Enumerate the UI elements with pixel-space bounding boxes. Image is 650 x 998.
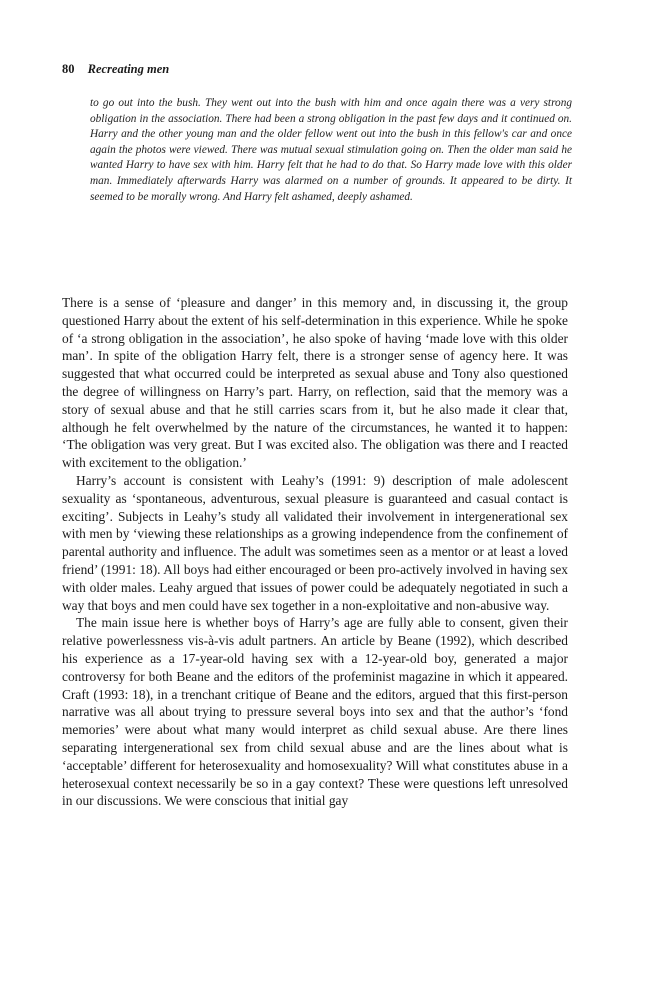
paragraph: The main issue here is whether boys of Harry’s age are fully able to consent, given their relative powerlessness vis-à-vis adult partners. An article by Beane (1992), which described his experience as a 17-year-old having sex with a 12-year-old boy, generated a major controversy for both Beane and the editors of the profeminist magazine in which it appeared. Craft (1993: 18), in a trenchant critique of Beane and the editors, argued that this first-person narrative was all about trying to pressure several boys into sex and that the author’s ‘fond memories’ were about what many would interpret as child sexual abuse. Are there lines separating intergenerational sex from child sexual abuse and are the lines about what is ‘acceptable’ different for heterosexuality and homosexuality? Will what constitutes abuse in a heterosexual context necessarily be so in a gay context? These were questions left unresolved in our discussions. We were conscious that initial gay xyxy=(62,615,568,809)
body-text xyxy=(62,294,568,810)
running-title: Recreating men xyxy=(87,62,170,76)
block-quote: to go out into the bush. They went out into the bush with him and once again there was a very strong obligation in the association. There had been a strong obligation in the past few days and it continued on. Harry and the other young man and the older fellow went out into the bush in this fellow's car and once again the photos were viewed. There was mutual sexual stimulation going on. Then the older man said he wanted Harry to have sex with him. Harry felt that he had to do that. So Harry made love with this older man. Immediately afterwards Harry was alarmed on a number of grounds. It appeared to be dirty. It seemed to be morally wrong. And Harry felt ashamed, deeply ashamed. xyxy=(90,97,572,203)
page-number: 80 xyxy=(62,62,75,76)
running-head xyxy=(62,62,169,77)
paragraph: Harry’s account is consistent with Leahy’s (1991: 9) description of male adolescent sexuality as ‘spontaneous, adventurous, sexual pleasure is guaranteed and casual contact is exciting’. Subjects in Leahy’s study all validated their involvement in intergenerational sex with men by ‘viewing these relationships as a growing independence from the confinement of parental authority and influence. The adult was sometimes seen as a mentor or at least a loved friend’ (1991: 18). All boys had either encouraged or been pro-actively involved in having sex with older males. Leahy argued that issues of power could be adequately negotiated in such a way that boys and men could have sex together in a non-exploitative and non-abusive way. xyxy=(62,472,568,613)
paragraph: There is a sense of ‘pleasure and danger’ in this memory and, in discussing it, the group questioned Harry about the extent of his self-determination in this experience. While he spoke of ‘a strong obligation in the association’, he also spoke of having ‘made love with this older man’. In spite of the obligation Harry felt, there is a stronger sense of agency here. It was suggested that what occurred could be interpreted as sexual abuse and Tony also questioned the degree of willingness on Harry’s part. Harry, on reflection, said that the memory was a story of sexual abuse and that he still carries scars from it, but he also made it clear that, although he felt overwhelmed by the nature of the circumstances, he wanted it to happen: ‘The obligation was very great. But I was excited also. The obligation was there and I reacted with excitement to the obligation.’ xyxy=(62,295,568,471)
